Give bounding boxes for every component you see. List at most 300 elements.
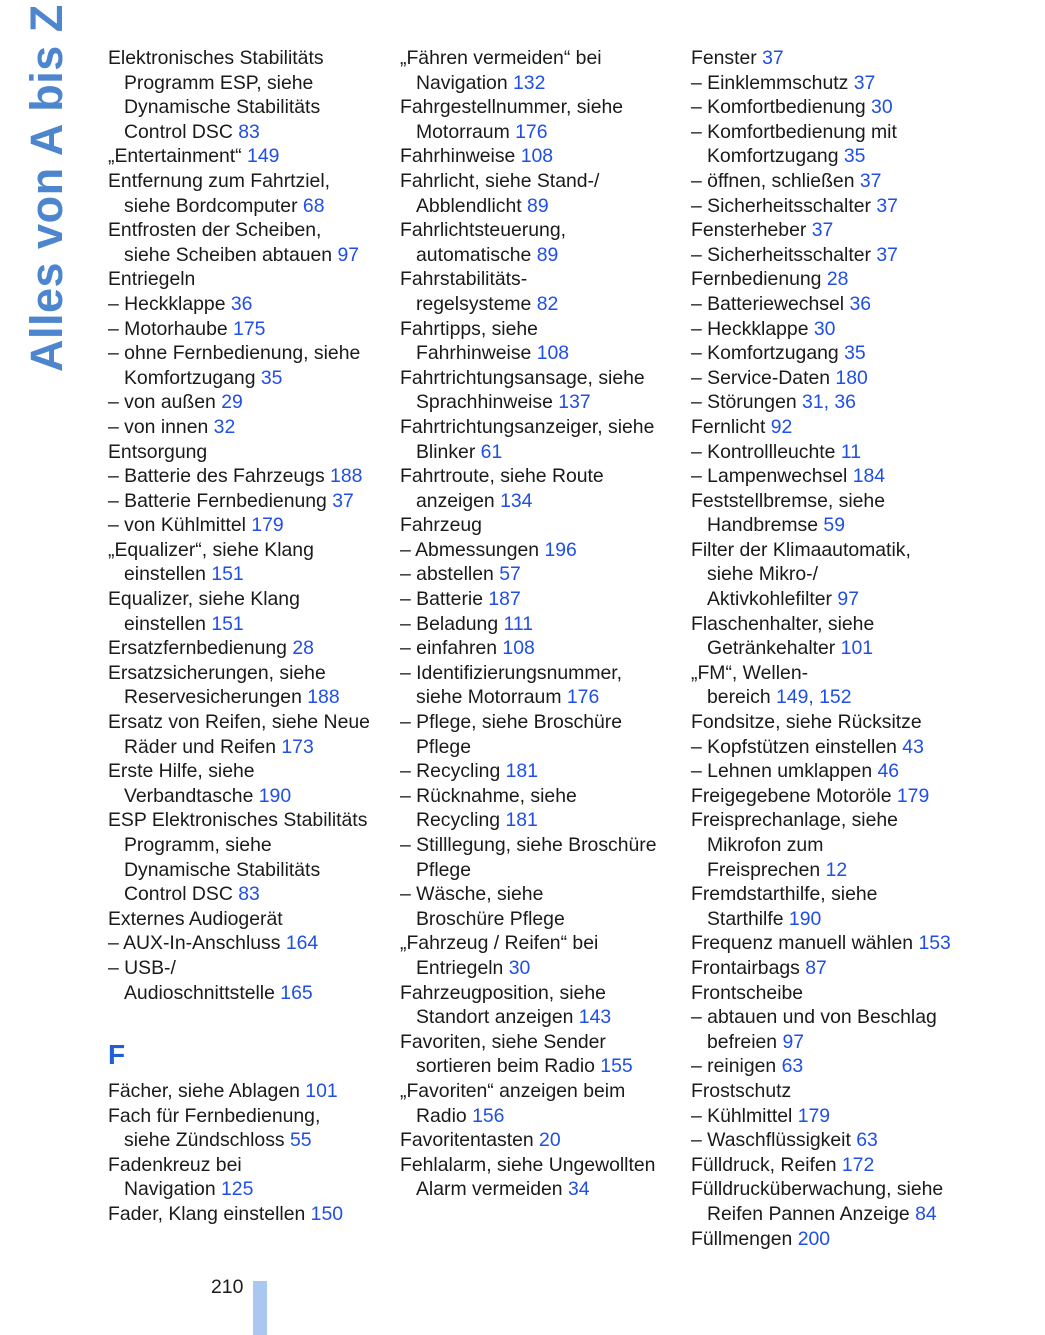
- index-entry: [691, 1177, 1031, 1202]
- index-entry-text: „FM“, Wellen-: [691, 661, 809, 684]
- page-reference-link[interactable]: 190: [258, 784, 292, 807]
- page-reference-link[interactable]: 181: [505, 760, 538, 783]
- index-entry-continuation: [108, 120, 393, 145]
- page-reference-link[interactable]: 57: [499, 563, 521, 586]
- index-entry-text: – Lehnen umklappen: [691, 760, 878, 783]
- index-entry: [691, 169, 1031, 194]
- index-entry-text: siehe Mikro-/: [707, 563, 818, 586]
- index-entry: [691, 882, 1031, 907]
- index-entry: [108, 415, 393, 440]
- index-entry: [400, 267, 685, 292]
- index-entry: [400, 46, 685, 71]
- page-reference-link[interactable]: 30: [508, 956, 531, 979]
- index-entry: [400, 833, 685, 858]
- page-reference-link[interactable]: 61: [480, 440, 503, 463]
- page-reference-link[interactable]: 149: [247, 145, 280, 168]
- index-entry: [691, 1227, 1031, 1252]
- index-entry-text: – reinigen: [691, 1055, 782, 1078]
- page-reference-link[interactable]: 89: [527, 194, 549, 217]
- index-entry: [108, 144, 393, 169]
- page-reference-link[interactable]: 175: [233, 317, 266, 340]
- index-entry-text: Entfrosten der Scheiben,: [108, 219, 322, 242]
- index-entry-text: – Kopfstützen einstellen: [691, 735, 903, 758]
- page-reference-link[interactable]: 97: [337, 243, 360, 266]
- page-reference-link[interactable]: 63: [856, 1129, 878, 1152]
- index-entry-text: Erste Hilfe, siehe: [108, 760, 255, 783]
- index-entry-text: Fahrlicht, siehe Stand-/: [400, 169, 600, 192]
- section-side-title: Alles von A bis Z: [21, 4, 72, 372]
- index-entry: [400, 415, 685, 440]
- index-entry: [691, 956, 1031, 981]
- index-entry: [691, 710, 1031, 735]
- page-reference-link[interactable]: 151: [211, 612, 244, 635]
- index-entry: [691, 1153, 1031, 1178]
- index-entry-text: Fülldruck, Reifen: [691, 1153, 842, 1176]
- index-entry-text: Komfortzugang: [124, 366, 261, 389]
- page-reference-link[interactable]: 36: [849, 292, 872, 315]
- page-reference-link[interactable]: 35: [843, 145, 866, 168]
- page-reference-link[interactable]: 101: [840, 637, 874, 660]
- page-reference-link[interactable]: 176: [566, 686, 600, 709]
- index-entry-continuation: [400, 292, 685, 317]
- index-entry: [400, 587, 685, 612]
- index-entry-text: Favoritentasten: [400, 1129, 540, 1152]
- page-reference-link[interactable]: 108: [536, 342, 570, 365]
- page-reference-link[interactable]: 134: [500, 489, 533, 512]
- page-reference-link[interactable]: 59: [823, 514, 845, 537]
- index-entry: [691, 1104, 1031, 1129]
- index-entry: [691, 784, 1031, 809]
- index-entry: [400, 784, 685, 809]
- page-reference-link[interactable]: 101: [305, 1079, 338, 1102]
- page-reference-link[interactable]: 89: [536, 243, 559, 266]
- index-entry: [400, 366, 685, 391]
- page-reference-link[interactable]: 181: [505, 809, 538, 832]
- index-entry-continuation: [400, 341, 685, 366]
- index-entry-text: – Motorhaube: [108, 317, 234, 340]
- page-reference-link[interactable]: 164: [285, 932, 319, 955]
- index-entry: [400, 513, 685, 538]
- index-entry: [400, 661, 685, 686]
- page-reference-link[interactable]: 83: [238, 120, 260, 143]
- index-entry-text: Fernbedienung: [691, 268, 827, 291]
- page-reference-link[interactable]: 125: [221, 1178, 254, 1201]
- index-entry-text: – Kontrollleuchte: [691, 440, 841, 463]
- index-entry: [691, 981, 1031, 1006]
- page-reference-link[interactable]: 187: [488, 588, 521, 611]
- index-entry: [108, 489, 393, 514]
- index-entry-text: „Equalizer“, siehe Klang: [108, 538, 314, 561]
- index-entry: [691, 735, 1031, 760]
- page-reference-link[interactable]: 180: [835, 366, 868, 389]
- page-reference-link[interactable]: 84: [915, 1202, 937, 1225]
- index-entry-text: Feststellbremse, siehe: [691, 489, 885, 512]
- index-entry-text: Fahrhinweise: [416, 342, 537, 365]
- index-entry-text: – Batterie Fernbedienung: [108, 489, 333, 512]
- index-entry-text: Fondsitze, siehe Rücksitze: [691, 711, 922, 734]
- index-entry-text: – Komfortbedienung mit: [691, 120, 897, 143]
- page-reference-link[interactable]: 12: [825, 858, 848, 881]
- index-entry-text: Audioschnittstelle: [124, 981, 281, 1004]
- page-reference-link[interactable]: 37: [876, 194, 898, 217]
- index-entry-text: befreien: [707, 1030, 783, 1053]
- index-entry-text: Entriegeln: [416, 956, 509, 979]
- index-entry-text: Aktivkohlefilter: [707, 588, 838, 611]
- index-entry-continuation: [691, 833, 1031, 858]
- index-entry-text: – Störungen: [691, 391, 803, 414]
- page-reference-link[interactable]: 30: [871, 96, 893, 119]
- index-entry-text: einstellen: [124, 612, 212, 635]
- index-entry-text: Filter der Klimaautomatik,: [691, 538, 911, 561]
- index-entry: [691, 415, 1031, 440]
- index-entry-text: – Identifizierungsnummer,: [400, 661, 623, 684]
- index-entry-text: – von Kühlmittel: [108, 514, 252, 537]
- index-entry-continuation: [400, 390, 685, 415]
- index-entry-text: – Pflege, siehe Broschüre: [400, 711, 623, 734]
- index-entry-text: Fülldrucküberwachung, siehe: [691, 1178, 944, 1201]
- index-entry-text: einstellen: [124, 563, 212, 586]
- index-entry-text: Radio: [416, 1104, 473, 1127]
- index-entry: [108, 341, 393, 366]
- index-entry: [691, 292, 1031, 317]
- index-entry-text: – öffnen, schließen: [691, 169, 860, 192]
- index-entry-continuation: [108, 243, 393, 268]
- index-entry-text: – von außen: [108, 391, 222, 414]
- index-entry: [108, 538, 393, 563]
- index-entry: [400, 218, 685, 243]
- page-reference-link[interactable]: 36: [230, 292, 253, 315]
- index-entry-text: automatische: [416, 243, 537, 266]
- page-reference-link[interactable]: 149, 152: [776, 686, 852, 709]
- page-reference-link[interactable]: 68: [302, 194, 325, 217]
- page-reference-link[interactable]: 37: [876, 243, 898, 266]
- index-column-1: [108, 46, 393, 1227]
- letter-heading: F: [108, 1038, 126, 1070]
- index-entry-text: Broschüre Pflege: [416, 907, 565, 930]
- index-entry-text: Programm, siehe: [124, 834, 272, 856]
- index-entry-text: – Batterie: [400, 588, 489, 611]
- index-entry: [108, 1153, 393, 1178]
- page-reference-link[interactable]: 111: [503, 612, 533, 635]
- index-entry: [108, 759, 393, 784]
- page-reference-link[interactable]: 92: [770, 415, 793, 438]
- index-entry: [691, 366, 1031, 391]
- index-entry: [400, 612, 685, 637]
- index-entry-text: Fächer, siehe Ablagen: [108, 1079, 306, 1102]
- index-entry-continuation: [400, 120, 685, 145]
- index-entry-text: Equalizer, siehe Klang: [108, 588, 300, 611]
- index-entry-text: – Lampenwechsel: [691, 465, 853, 488]
- index-entry: [108, 1104, 393, 1129]
- index-entry: [691, 489, 1031, 514]
- page-reference-link[interactable]: 153: [918, 932, 951, 955]
- index-entry-continuation: [108, 981, 393, 1006]
- page-reference-link[interactable]: 108: [502, 637, 535, 660]
- index-entry-text: Fahrtipps, siehe: [400, 317, 538, 340]
- page-reference-link[interactable]: 35: [844, 342, 866, 365]
- index-entry-text: siehe Motorraum: [416, 686, 567, 709]
- index-entry-text: – Heckklappe: [108, 292, 231, 315]
- index-entry-text: Räder und Reifen: [124, 735, 282, 758]
- page-reference-link[interactable]: 97: [837, 588, 859, 611]
- index-entry-continuation: [691, 1030, 1031, 1055]
- index-entry-text: Reifen Pannen Anzeige: [707, 1202, 916, 1225]
- index-entry-text: – Abmessungen: [400, 538, 545, 561]
- index-entry: [691, 931, 1031, 956]
- page-reference-link[interactable]: 37: [859, 169, 882, 192]
- index-entry-continuation: [108, 71, 393, 96]
- index-entry-text: Dynamische Stabilitäts: [124, 96, 321, 119]
- index-entry-continuation: [691, 858, 1031, 883]
- index-entry: [108, 907, 393, 932]
- index-entry: [691, 661, 1031, 686]
- index-entry-continuation: [400, 685, 685, 710]
- index-entry: [108, 440, 393, 465]
- page-reference-link[interactable]: 46: [877, 760, 900, 783]
- index-entry-continuation: [400, 907, 685, 932]
- page-reference-link[interactable]: 188: [307, 686, 340, 709]
- index-entry: [400, 1030, 685, 1055]
- page-reference-link[interactable]: 28: [826, 268, 849, 291]
- index-entry-text: Recycling: [416, 809, 506, 832]
- index-entry-text: siehe Bordcomputer: [124, 194, 303, 217]
- page-reference-link[interactable]: 37: [811, 219, 834, 242]
- index-entry: [691, 1005, 1031, 1030]
- index-entry: [691, 612, 1031, 637]
- index-entry-text: Ersatz von Reifen, siehe Neue: [108, 711, 370, 734]
- index-entry-text: Control DSC: [124, 883, 239, 906]
- page-reference-link[interactable]: 196: [544, 538, 577, 561]
- page-reference-link[interactable]: 132: [513, 71, 546, 94]
- page-reference-link[interactable]: 37: [332, 489, 354, 512]
- index-entry: [691, 1079, 1031, 1104]
- page-reference-link[interactable]: 34: [567, 1178, 590, 1201]
- index-entry-continuation: [400, 858, 685, 883]
- index-entry: [400, 1079, 685, 1104]
- index-entry-text: Standort anzeigen: [416, 1006, 579, 1029]
- index-entry-text: Fremdstarthilfe, siehe: [691, 883, 878, 906]
- page-reference-link[interactable]: 55: [290, 1129, 312, 1152]
- index-entry: [108, 513, 393, 538]
- page-reference-link[interactable]: 200: [797, 1227, 831, 1250]
- page-reference-link[interactable]: 108: [520, 145, 554, 168]
- index-entry-continuation: [400, 489, 685, 514]
- index-entry: [400, 710, 685, 735]
- index-entry-text: Blinker: [416, 440, 481, 463]
- index-entry-text: – Service-Daten: [691, 366, 836, 389]
- index-entry: [400, 882, 685, 907]
- index-entry-text: „Favoriten“ anzeigen beim: [400, 1079, 626, 1102]
- index-entry: [108, 956, 393, 981]
- index-entry-text: ESP Elektronisches Stabilitäts: [108, 809, 368, 832]
- page-reference-link[interactable]: 29: [221, 391, 243, 414]
- index-entry-text: Entfernung zum Fahrtziel,: [108, 169, 331, 192]
- page-reference-link[interactable]: 31, 36: [802, 391, 856, 414]
- index-entry: [108, 218, 393, 243]
- index-entry: [400, 759, 685, 784]
- index-entry-text: Externes Audiogerät: [108, 907, 283, 930]
- index-entry-continuation: [108, 735, 393, 760]
- page-reference-link[interactable]: 82: [536, 292, 559, 315]
- index-entry-continuation: [108, 833, 393, 858]
- index-entry-text: – abstellen: [400, 563, 500, 586]
- index-entry: [400, 538, 685, 563]
- index-entry-text: Ersatzsicherungen, siehe: [108, 661, 326, 684]
- page-reference-link[interactable]: 83: [238, 883, 260, 906]
- index-entry-text: Ersatzfernbedienung: [108, 637, 293, 660]
- index-entry: [108, 587, 393, 612]
- index-entry: [691, 759, 1031, 784]
- index-entry-text: Mikrofon zum: [707, 834, 824, 856]
- index-entry-text: Flaschenhalter, siehe: [691, 612, 875, 635]
- page-reference-link[interactable]: 43: [902, 735, 924, 758]
- index-entry-text: Komfortzugang: [707, 145, 844, 168]
- page-reference-link[interactable]: 37: [762, 47, 784, 69]
- index-entry: [400, 562, 685, 587]
- index-entry: [108, 292, 393, 317]
- page-number: 210: [211, 1276, 244, 1298]
- index-entry: [108, 661, 393, 686]
- index-entry: [691, 267, 1031, 292]
- index-entry-text: – Stilllegung, siehe Broschüre: [400, 834, 657, 856]
- page-reference-link[interactable]: 11: [840, 440, 861, 463]
- index-entry: [400, 1153, 685, 1178]
- page-marker-bar: [253, 1281, 267, 1335]
- page-reference-link[interactable]: 35: [260, 366, 283, 389]
- index-entry-text: – Heckklappe: [691, 317, 814, 340]
- page-reference-link[interactable]: 173: [281, 735, 314, 758]
- index-entry-continuation: [691, 144, 1031, 169]
- index-entry: [108, 46, 393, 71]
- index-entry-text: Handbremse: [707, 514, 824, 537]
- index-entry-text: Fernlicht: [691, 415, 771, 438]
- index-entry: [691, 317, 1031, 342]
- index-entry: [400, 636, 685, 661]
- index-entry: [400, 169, 685, 194]
- index-entry-continuation: [400, 956, 685, 981]
- index-entry: [691, 243, 1031, 268]
- index-entry-continuation: [400, 243, 685, 268]
- page-reference-link[interactable]: 184: [852, 465, 886, 488]
- page-reference-link[interactable]: 87: [805, 956, 827, 979]
- index-entry-text: – Kühlmittel: [691, 1104, 798, 1127]
- index-entry: [691, 538, 1031, 563]
- index-entry-continuation: [108, 562, 393, 587]
- index-entry: [400, 931, 685, 956]
- index-entry-text: Entriegeln: [108, 268, 196, 291]
- page-reference-link[interactable]: 165: [280, 981, 313, 1004]
- page-reference-link[interactable]: 63: [781, 1055, 804, 1078]
- index-entry-text: Fensterheber: [691, 219, 812, 242]
- index-entry: [108, 169, 393, 194]
- index-entry: [108, 808, 393, 833]
- page-reference-link[interactable]: 179: [896, 784, 930, 807]
- index-entry: [108, 464, 393, 489]
- index-entry-text: Frostschutz: [691, 1079, 792, 1102]
- page-reference-link[interactable]: 37: [853, 71, 876, 94]
- index-entry: [691, 341, 1031, 366]
- index-entry-continuation: [400, 194, 685, 219]
- index-entry: [691, 808, 1031, 833]
- index-entry-continuation: [691, 636, 1031, 661]
- index-entry-text: Elektronisches Stabilitäts: [108, 47, 324, 69]
- index-entry-continuation: [108, 685, 393, 710]
- index-entry-continuation: [108, 95, 393, 120]
- index-entry-text: Dynamische Stabilitäts: [124, 858, 321, 881]
- index-entry-text: Freigegebene Motoröle: [691, 784, 897, 807]
- index-entry: [108, 931, 393, 956]
- index-entry: [691, 46, 1031, 71]
- index-entry-text: Sprachhinweise: [416, 391, 559, 414]
- page-reference-link[interactable]: 176: [515, 120, 548, 143]
- index-entry-continuation: [108, 612, 393, 637]
- index-entry-text: Pflege: [416, 735, 471, 758]
- page-reference-link[interactable]: 188: [330, 465, 363, 488]
- index-entry-continuation: [400, 808, 685, 833]
- index-entry: [691, 218, 1031, 243]
- page-reference-link[interactable]: 32: [213, 415, 236, 438]
- index-entry: [108, 267, 393, 292]
- index-entry-text: Fahrzeug: [400, 514, 482, 537]
- index-entry-text: bereich: [707, 686, 776, 709]
- index-column-3: [691, 46, 1031, 1251]
- index-entry-text: – ohne Fernbedienung, siehe: [108, 342, 361, 365]
- index-entry-continuation: [691, 685, 1031, 710]
- index-entry: [691, 440, 1031, 465]
- index-entry-text: Reservesicherungen: [124, 686, 308, 709]
- index-entry-text: Getränkehalter: [707, 637, 841, 660]
- page-reference-link[interactable]: 172: [841, 1153, 875, 1176]
- index-entry: [691, 1054, 1031, 1079]
- index-entry-text: regelsysteme: [416, 292, 537, 315]
- index-entry: [691, 464, 1031, 489]
- index-entry: [108, 390, 393, 415]
- index-entry-text: Füllmengen: [691, 1227, 798, 1250]
- page-reference-link[interactable]: 20: [539, 1129, 561, 1152]
- index-entry-continuation: [691, 587, 1031, 612]
- page-reference-link[interactable]: 179: [797, 1104, 831, 1127]
- page-reference-link[interactable]: 156: [472, 1104, 505, 1127]
- index-entry-text: Fahrgestellnummer, siehe: [400, 96, 624, 119]
- index-column-2: [400, 46, 685, 1202]
- page-reference-link[interactable]: 143: [578, 1006, 612, 1029]
- index-entry-text: siehe Scheiben abtauen: [124, 243, 338, 266]
- page-reference-link[interactable]: 97: [782, 1030, 805, 1053]
- page-reference-link[interactable]: 190: [788, 907, 822, 930]
- page-reference-link[interactable]: 150: [310, 1202, 344, 1225]
- index-entry: [108, 1202, 393, 1227]
- page-reference-link[interactable]: 151: [211, 563, 244, 586]
- page-reference-link[interactable]: 155: [600, 1055, 633, 1078]
- index-entry-text: – einfahren: [400, 637, 503, 660]
- page-reference-link[interactable]: 28: [292, 637, 314, 660]
- index-entry-continuation: [400, 1177, 685, 1202]
- page-reference-link[interactable]: 30: [813, 317, 836, 340]
- index-entry-text: Fahrlichtsteuerung,: [400, 219, 566, 242]
- index-entry-text: – Batterie des Fahrzeugs: [108, 465, 331, 488]
- index-entry: [108, 710, 393, 735]
- index-entry-text: Entsorgung: [108, 440, 208, 463]
- index-entry-text: sortieren beim Radio: [416, 1055, 601, 1078]
- index-entry-continuation: [691, 907, 1031, 932]
- index-entry-continuation: [108, 784, 393, 809]
- index-entry-text: Fahrtrichtungsansage, siehe: [400, 366, 645, 389]
- index-entry: [108, 636, 393, 661]
- index-entry-text: – Batteriewechsel: [691, 292, 850, 315]
- page-reference-link[interactable]: 137: [558, 391, 591, 414]
- page-reference-link[interactable]: 179: [251, 514, 284, 537]
- index-entry-continuation: [691, 562, 1031, 587]
